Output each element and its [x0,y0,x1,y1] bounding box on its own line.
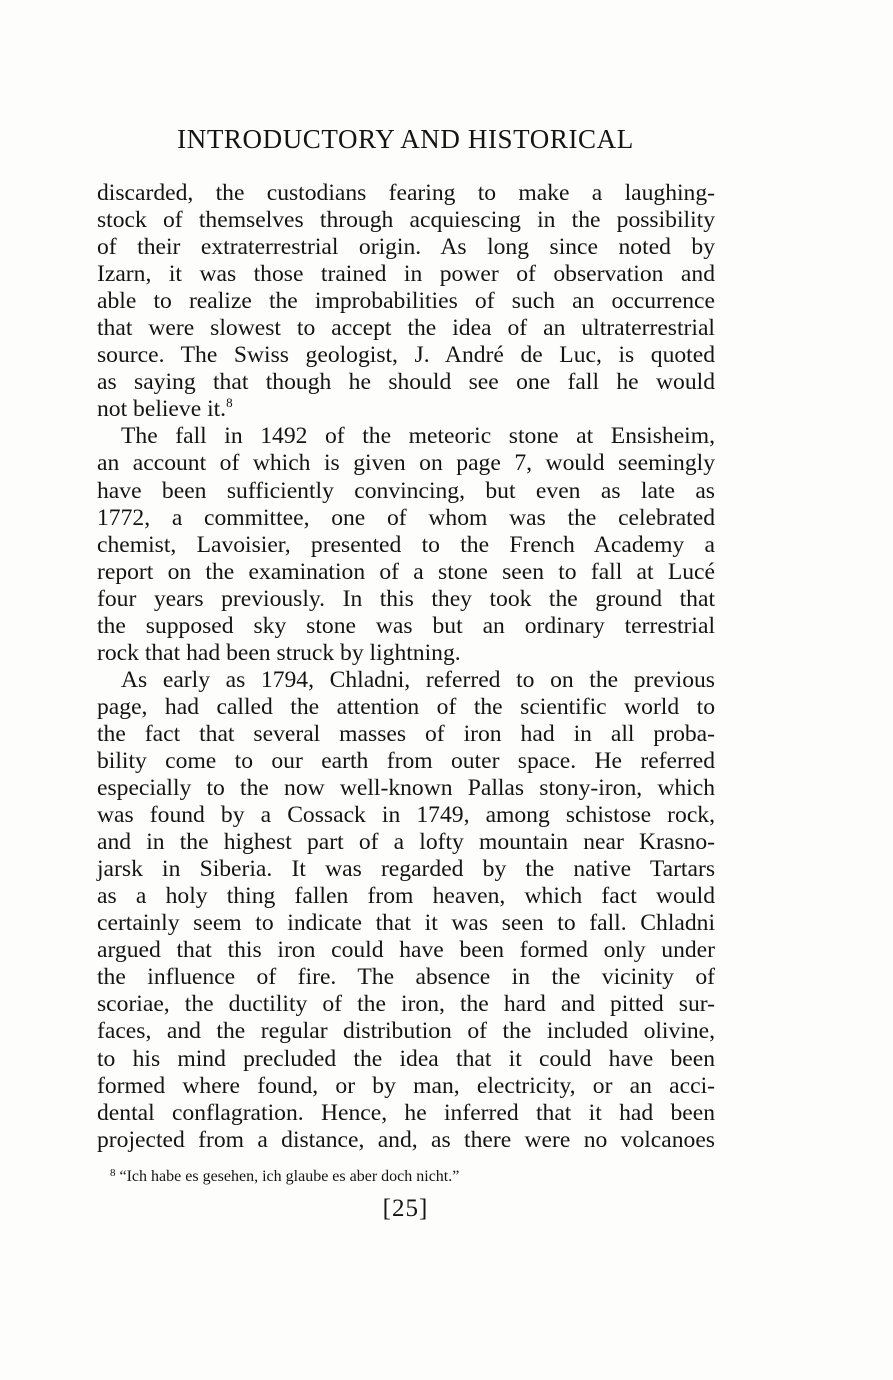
text-line: to his mind precluded the idea that it could have been [97,1045,715,1072]
text-line: As early as 1794, Chladni, referred to on the previous [121,666,715,693]
text-line: The fall in 1492 of the meteoric stone at Ensisheim, [121,423,715,450]
text-line: page, had called the attention of the scientific world to [97,693,715,720]
text-line: as a holy thing fallen from heaven, which fact would [97,883,715,910]
text-line: the fact that several masses of iron had in all proba- [97,720,715,747]
text-line-content: not believe it. [97,396,227,423]
text-line: have been sufficiently convincing, but even as late as [97,477,715,504]
text-line: dental conflagration. Hence, he inferred that it had been [97,1099,715,1126]
footnote-mark: 8 [110,1167,116,1179]
paragraph-3 [97,667,715,1154]
text-line: the supposed sky stone was but an ordinary terrestrial [97,612,715,639]
text-line: faces, and the regular distribution of the included olivine, [97,1018,715,1045]
text-line: certainly seem to indicate that it was seen to fall. Chladni [97,910,715,937]
footnote [110,1163,459,1187]
paragraph-1 [97,180,715,423]
text-line: bility come to our earth from outer space. He referred [97,747,715,774]
body-text [97,180,715,1154]
text-line: Izarn, it was those trained in power of observation and [97,261,715,288]
text-line: argued that this iron could have been formed only under [97,937,715,964]
text-line: source. The Swiss geologist, J. André de Luc, is quoted [97,342,715,369]
text-line: rock that had been struck by lightning. [97,639,461,666]
footnote-reference: 8 [226,395,233,411]
text-line: discarded, the custodians fearing to make a laughing- [97,180,715,206]
text-line: of their extraterrestrial origin. As long since noted by [97,234,715,261]
text-line [97,396,715,423]
text-line: as saying that though he should see one fall he would [97,369,715,396]
text-line: that were slowest to accept the idea of an ultraterrestrial [97,315,715,342]
text-line: report on the examination of a stone seen to fall at Lucé [97,558,715,585]
text-line: jarsk in Siberia. It was regarded by the native Tartars [97,856,715,883]
footnote-text: “Ich habe es gesehen, ich glaube es aber doch nicht.” [119,1168,460,1185]
page-number: [25] [382,1195,429,1222]
text-line: and in the highest part of a lofty mountain near Krasno- [97,829,715,856]
text-line: projected from a distance, and, as there were no volcanoes [97,1126,715,1153]
paragraph-2 [97,423,715,666]
running-head: INTRODUCTORY AND HISTORICAL [177,124,634,154]
text-line: four years previously. In this they took the ground that [97,585,715,612]
text-line: formed where found, or by man, electricity, or an acci- [97,1072,715,1099]
text-line: was found by a Cossack in 1749, among schistose rock, [97,802,715,829]
text-line: able to realize the improbabilities of such an occurrence [97,288,715,315]
text-line: scoriae, the ductility of the iron, the hard and pitted sur- [97,991,715,1018]
text-line: stock of themselves through acquiescing in the possibility [97,207,715,234]
text-line: especially to the now well-known Pallas stony-iron, which [97,775,715,802]
text-line: the influence of fire. The absence in the vicinity of [97,964,715,991]
text-line: chemist, Lavoisier, presented to the French Academy a [97,531,715,558]
text-line: 1772, a committee, one of whom was the celebrated [97,504,715,531]
text-line: an account of which is given on page 7, would seemingly [97,450,715,477]
